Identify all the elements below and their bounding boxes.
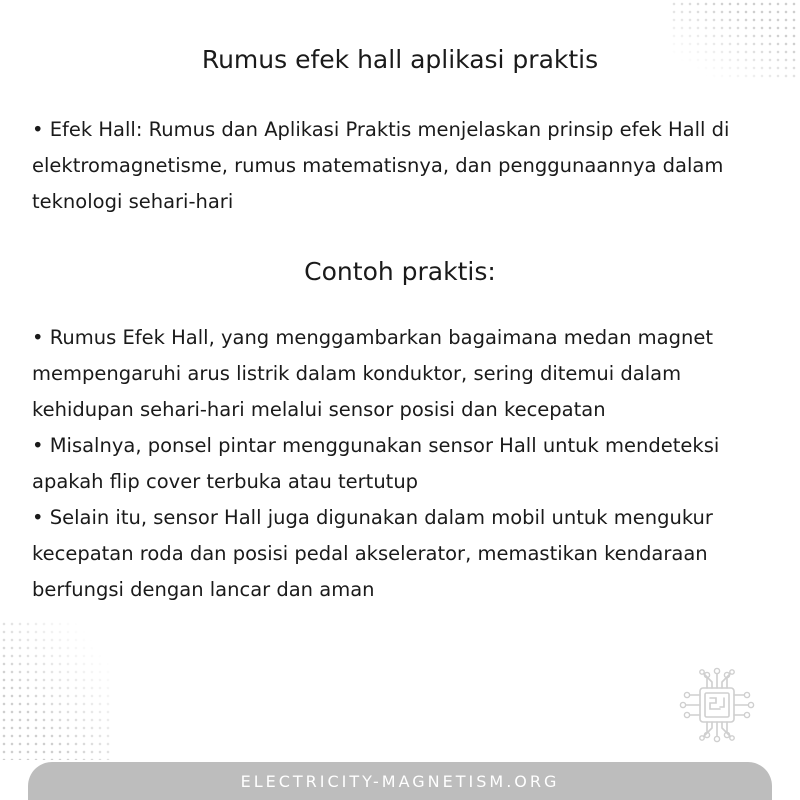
footer-bar bbox=[28, 762, 772, 800]
example-item-1: • Rumus Efek Hall, yang menggambarkan bagaimana medan magnet mempengaruhi arus listrik dalam konduktor, sering ditemui dalam kehidupan sehari-hari melalui sensor posisi dan kecepatan bbox=[32, 326, 713, 421]
circuit-chip-icon bbox=[672, 660, 762, 750]
example-item-2: • Misalnya, ponsel pintar menggunakan sensor Hall untuk mendeteksi apakah flip cover terbuka atau tertutup bbox=[32, 434, 720, 493]
examples-heading: Contoh praktis: bbox=[304, 257, 496, 286]
intro-paragraph bbox=[32, 112, 772, 220]
page-title: Rumus efek hall aplikasi praktis bbox=[201, 45, 599, 74]
dot-pattern-bottom-left bbox=[0, 620, 110, 760]
footer-site-name: ELECTRICITY-MAGNETISM.ORG bbox=[240, 771, 560, 791]
example-item-3: • Selain itu, sensor Hall juga digunakan dalam mobil untuk mengukur kecepatan roda dan posisi pedal akselerator, memastikan kendaraan berfungsi dengan lancar dan aman bbox=[32, 506, 713, 601]
intro-text: • Efek Hall: Rumus dan Aplikasi Praktis menjelaskan prinsip efek Hall di elektromagnetisme, rumus matematisnya, dan penggunaannya dalam teknologi sehari-hari bbox=[32, 118, 730, 213]
examples-list bbox=[32, 320, 772, 608]
